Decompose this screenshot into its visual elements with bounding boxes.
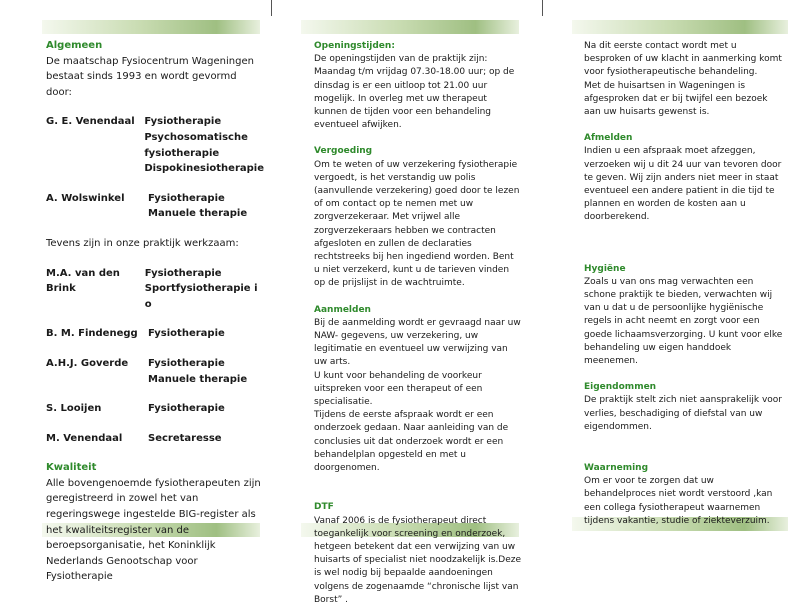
eigendommen-text: De praktijk stelt zich niet aansprakelijk voor verlies, beschadiging of diefstal van uw eigendommen.: [584, 395, 782, 432]
hygiene-heading: Hygiëne: [584, 263, 626, 274]
role: Manuele therapie: [148, 373, 248, 385]
kwaliteit-heading: Kwaliteit: [46, 462, 97, 474]
staff-name: M.A. van den Brink: [46, 267, 120, 295]
fold-mark-right: [542, 0, 543, 16]
intro-text: De maatschap Fysiocentrum Wageningen bestaat sinds 1993 en wordt gevormd door:: [46, 55, 254, 98]
afmelden-text: Indien u een afspraak moet afzeggen, verzoeken wij u dit 24 uur van tevoren door te geven. Wij zijn anders niet meer in staat eventueel een andere patient in die tijd te plannen en worden de kosten aan u doorberekend.: [584, 146, 782, 223]
top-bar-left: [42, 20, 260, 34]
eigendommen-heading: Eigendommen: [584, 382, 657, 393]
klacht-text: Na dit eerste contact wordt met u besproken of uw klacht in aanmerking komt voor fysiotherapeutische behandeling.: [584, 41, 782, 78]
role: fysiotherapie: [144, 147, 220, 159]
huisarts-text: Met de huisartsen in Wageningen is afgesproken dat er bij twijfel een bezoek aan uw huisarts gewenst is.: [584, 80, 768, 118]
waarneming-heading: Waarneming: [584, 463, 649, 474]
algemeen-heading: Algemeen: [46, 40, 103, 51]
role: Secretaresse: [148, 432, 222, 444]
kwaliteit-text: Alle bovengenoemde fysiotherapeuten zijn geregistreerd in zowel het van regeringswege ingestelde BIG-register als het kwaliteitsregister van de beroepsorganisatie, het Koninklijk Nederlands Genootschap voor Fysiotherapie: [46, 477, 261, 583]
aanmelden-text: Tijdens de eerste afspraak wordt er een onderzoek gedaan. Naar aanleiding van de conclusies uit dat onderzoek wordt er een behandelplan opgesteld en met u doorgenomen.: [314, 410, 509, 474]
dtf-heading: DTF: [314, 502, 334, 513]
staff-roles: [145, 266, 264, 313]
aanmelden-text: Bij de aanmelding wordt er gevraagd naar uw NAW- gegevens, uw verzekering, uw legitimatie en eventueel uw verwijzing van uw arts.: [314, 317, 521, 368]
staff-name: S. Looijen: [46, 403, 102, 415]
staff-row: [46, 431, 264, 447]
column-right: [584, 40, 786, 528]
column-middle: [314, 40, 522, 607]
role: Psychosomatische: [144, 131, 248, 143]
vergoeding-heading: Vergoeding: [314, 146, 373, 157]
partner-row: [46, 114, 264, 176]
aanmelden-heading: Aanmelden: [314, 304, 371, 315]
role: Fysiotherapie: [148, 328, 225, 340]
top-bar-right: [572, 20, 788, 34]
staff-roles: [148, 356, 247, 387]
hygiene-text: Zoals u van ons mag verwachten een schone praktijk te bieden, verwachten wij van u dat u de persoonlijke hygiënische regels in acht neemt en zorgt voor een goede lichaamsverzorging. U kunt voor elke behandeling uw eigen handdoek meenemen.: [584, 276, 783, 367]
partner-name: A. Wolswinkel: [46, 192, 125, 204]
column-left: [46, 38, 264, 585]
staff-roles: [148, 326, 225, 342]
partner-roles: [144, 114, 264, 176]
staff-name: A.H.J. Goverde: [46, 357, 129, 369]
staff-row: [46, 266, 264, 313]
role: Manuele therapie: [148, 208, 248, 220]
staff-name: M. Venendaal: [46, 432, 123, 444]
staff-row: [46, 326, 264, 342]
role: Fysiotherapie: [144, 267, 222, 279]
staff-roles: [148, 431, 222, 447]
staff-row: [46, 356, 264, 387]
tevens-text: Tevens zijn in onze praktijk werkzaam:: [46, 237, 239, 249]
staff-roles: [148, 401, 225, 417]
vergoeding-text: Om te weten of uw verzekering fysiotherapie vergoedt, is het verstandig uw polis (aanvullende verzekering) goed door te lezen of om contact op te nemen met uw zorgverzekeraar. Met vrijwel alle zorgverzekeraars hebben we contracten afgesloten en zullen de declaraties rechtstreeks bij hen ingediend worden. Bent u niet verzekerd, kunt u de tarieven vinden op de prijslijst in de wachtruimte.: [314, 159, 520, 289]
role: Fysiotherapie: [148, 403, 225, 415]
partner-roles: [148, 191, 247, 222]
staff-row: [46, 401, 264, 417]
aanmelden-text: U kunt voor behandeling de voorkeur uitspreken voor een therapeut of een specialisatie.: [314, 370, 483, 408]
role: Fysiotherapie: [148, 357, 225, 369]
staff-name: B. M. Findenegg: [46, 328, 138, 340]
partner-row: [46, 191, 264, 222]
openingstijden-heading: Openingstijden:: [314, 41, 395, 51]
partner-name: G. E. Venendaal: [46, 116, 135, 128]
fold-mark-left: [271, 0, 272, 16]
role: Sportfysiotherapie i o: [144, 283, 258, 310]
role: Fysiotherapie: [148, 192, 225, 204]
role: Dispokinesiotherapie: [144, 163, 264, 175]
openingstijden-text: De openingstijden van de praktijk zijn: Maandag t/m vrijdag 07.30-18.00 uur; op de dinsdag is er een uitloop tot 21.00 uur mogelijk. In overleg met uw therapeut kunnen de tijden voor een behandeling eventueel afwijken.: [314, 54, 515, 131]
role: Fysiotherapie: [144, 116, 222, 128]
afmelden-heading: Afmelden: [584, 133, 633, 144]
top-bar-middle: [301, 20, 519, 34]
dtf-text: Vanaf 2006 is de fysiotherapeut direct toegankelijk voor screening en onderzoek, hetgeen betekent dat een verwijzing van uw huisarts of specialist niet noodzakelijk is.Deze is wel nodig bij bepaalde aandoeningen volgens de zogenaamde “chronische lijst van Borst” .: [314, 515, 521, 605]
waarneming-text: Om er voor te zorgen dat uw behandelproces niet wordt verstoord ,kan een collega fysiotherapeut waarnemen tijdens vakantie, studie of ziekteverzuim.: [584, 476, 773, 526]
